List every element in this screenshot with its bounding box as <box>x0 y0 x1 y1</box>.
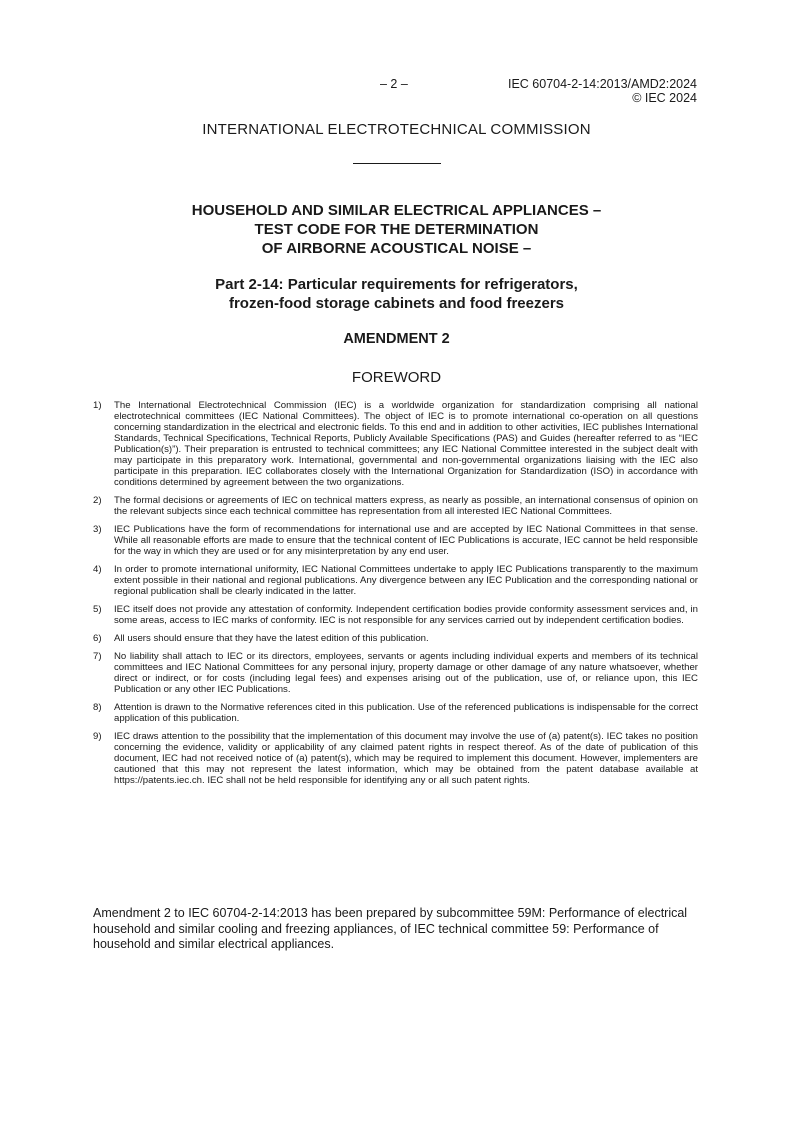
part-title-line-2: frozen-food storage cabinets and food freezers <box>228 295 565 312</box>
foreword-item-number: 6) <box>93 633 102 644</box>
foreword-item <box>93 633 698 644</box>
foreword-item <box>93 604 698 626</box>
foreword-item-text: IEC draws attention to the possibility that the implementation of this document may involve the use of (a) patent(s). IEC takes no position concerning the evidence, validity or applicability of any claimed patent rights in respect thereof. As of the date of publication of this document, IEC had not received notice of (a) patent(s), which may be required to implement this document. However, implementers are cautioned that this may not represent the latest information, which may be obtained from the patent database available at https://patents.iec.ch. IEC shall not be held responsible for identifying any or all such patent rights. <box>114 731 698 786</box>
foreword-item <box>93 524 698 557</box>
document-title <box>0 201 793 258</box>
document-reference <box>508 77 697 105</box>
foreword-item <box>93 495 698 517</box>
foreword-item-number: 8) <box>93 702 102 713</box>
foreword-item-text: The formal decisions or agreements of IEC on technical matters express, as nearly as possible, an international consensus of opinion on the relevant subjects since each technical committee has representation from all interested IEC National Committees. <box>114 495 698 517</box>
foreword-item-number: 3) <box>93 524 102 535</box>
foreword-item <box>93 702 698 724</box>
document-id: IEC 60704-2-14:2013/AMD2:2024 <box>507 77 697 91</box>
foreword-item <box>93 651 698 695</box>
foreword-item-number: 4) <box>93 564 102 575</box>
foreword-item <box>93 564 698 597</box>
foreword-item-text: The International Electrotechnical Commission (IEC) is a worldwide organization for standardization comprising all national electrotechnical committees (IEC National Committees). The object of IEC is to promote international co-operation on all questions concerning standardization in the electrical and electronic fields. To this end and in addition to other activities, IEC publishes International Standards, Technical Specifications, Technical Reports, Publicly Available Specifications (PAS) and Guides (hereafter referred to as “IEC Publication(s)”). Their preparation is entrusted to technical committees; any IEC National Committee interested in the subject dealt with may participate in this preparatory work. International, governmental and non-governmental organizations liaising with the IEC also participate in this preparation. IEC collaborates closely with the International Organization for Standardization (ISO) in accordance with conditions determined by agreement between the two organizations. <box>114 400 698 488</box>
foreword-item-text: All users should ensure that they have the latest edition of this publication. <box>114 633 429 644</box>
foreword-item-text: IEC Publications have the form of recommendations for international use and are accepted by IEC National Committees in that sense. While all reasonable efforts are made to ensure that the technical content of IEC Publications is accurate, IEC cannot be held responsible for the way in which they are used or for any misinterpretation by any end user. <box>114 524 698 557</box>
closing-paragraph: Amendment 2 to IEC 60704-2-14:2013 has been prepared by subcommittee 59M: Performance of electrical household and similar cooling and freezing appliances, of IEC technical committee 59: Performance of household and similar electrical appliances. <box>93 906 688 951</box>
foreword-item-text: No liability shall attach to IEC or its directors, employees, servants or agents including individual experts and members of its technical committees and IEC National Committees for any personal injury, property damage or other damage of any nature whatsoever, whether direct or indirect, or for costs (including legal fees) and expenses arising out of the publication, use of, or reliance upon, this IEC Publication or any other IEC Publications. <box>114 651 698 695</box>
part-title-line-1: Part 2-14: Particular requirements for refrigerators, <box>215 276 578 293</box>
foreword-item-text: Attention is drawn to the Normative references cited in this publication. Use of the referenced publications is indispensable for the correct application of this publication. <box>114 702 698 724</box>
foreword-item <box>93 400 698 488</box>
amendment-heading: AMENDMENT 2 <box>343 331 450 347</box>
foreword-heading: FOREWORD <box>351 369 442 386</box>
foreword-item-number: 2) <box>93 495 102 506</box>
foreword-item-text: In order to promote international uniformity, IEC National Committees undertake to apply IEC Publications transparently to the maximum extent possible in their national and regional publications. Any divergence between any IEC Publication and the corresponding national or regional publication shall be clearly indicated in the latter. <box>114 564 698 597</box>
organization-name: INTERNATIONAL ELECTROTECHNICAL COMMISSION <box>202 121 591 138</box>
foreword-item-text: IEC itself does not provide any attestation of conformity. Independent certification bodies provide conformity assessment services and, in some areas, access to IEC marks of conformity. IEC is not responsible for any services carried out by independent certification bodies. <box>114 604 698 626</box>
foreword-item-number: 9) <box>93 731 102 742</box>
foreword-item-number: 7) <box>93 651 102 662</box>
page-number: – 2 – <box>380 77 408 91</box>
part-title <box>0 275 793 313</box>
title-line-3: OF AIRBORNE ACOUSTICAL NOISE – <box>261 240 532 257</box>
foreword-item-number: 1) <box>93 400 102 411</box>
foreword-list <box>93 400 698 793</box>
foreword-item <box>93 731 698 786</box>
title-line-2: TEST CODE FOR THE DETERMINATION <box>254 221 539 238</box>
divider <box>353 163 441 164</box>
title-line-1: HOUSEHOLD AND SIMILAR ELECTRICAL APPLIANCES – <box>191 202 602 219</box>
copyright: © IEC 2024 <box>632 91 697 105</box>
foreword-item-number: 5) <box>93 604 102 615</box>
